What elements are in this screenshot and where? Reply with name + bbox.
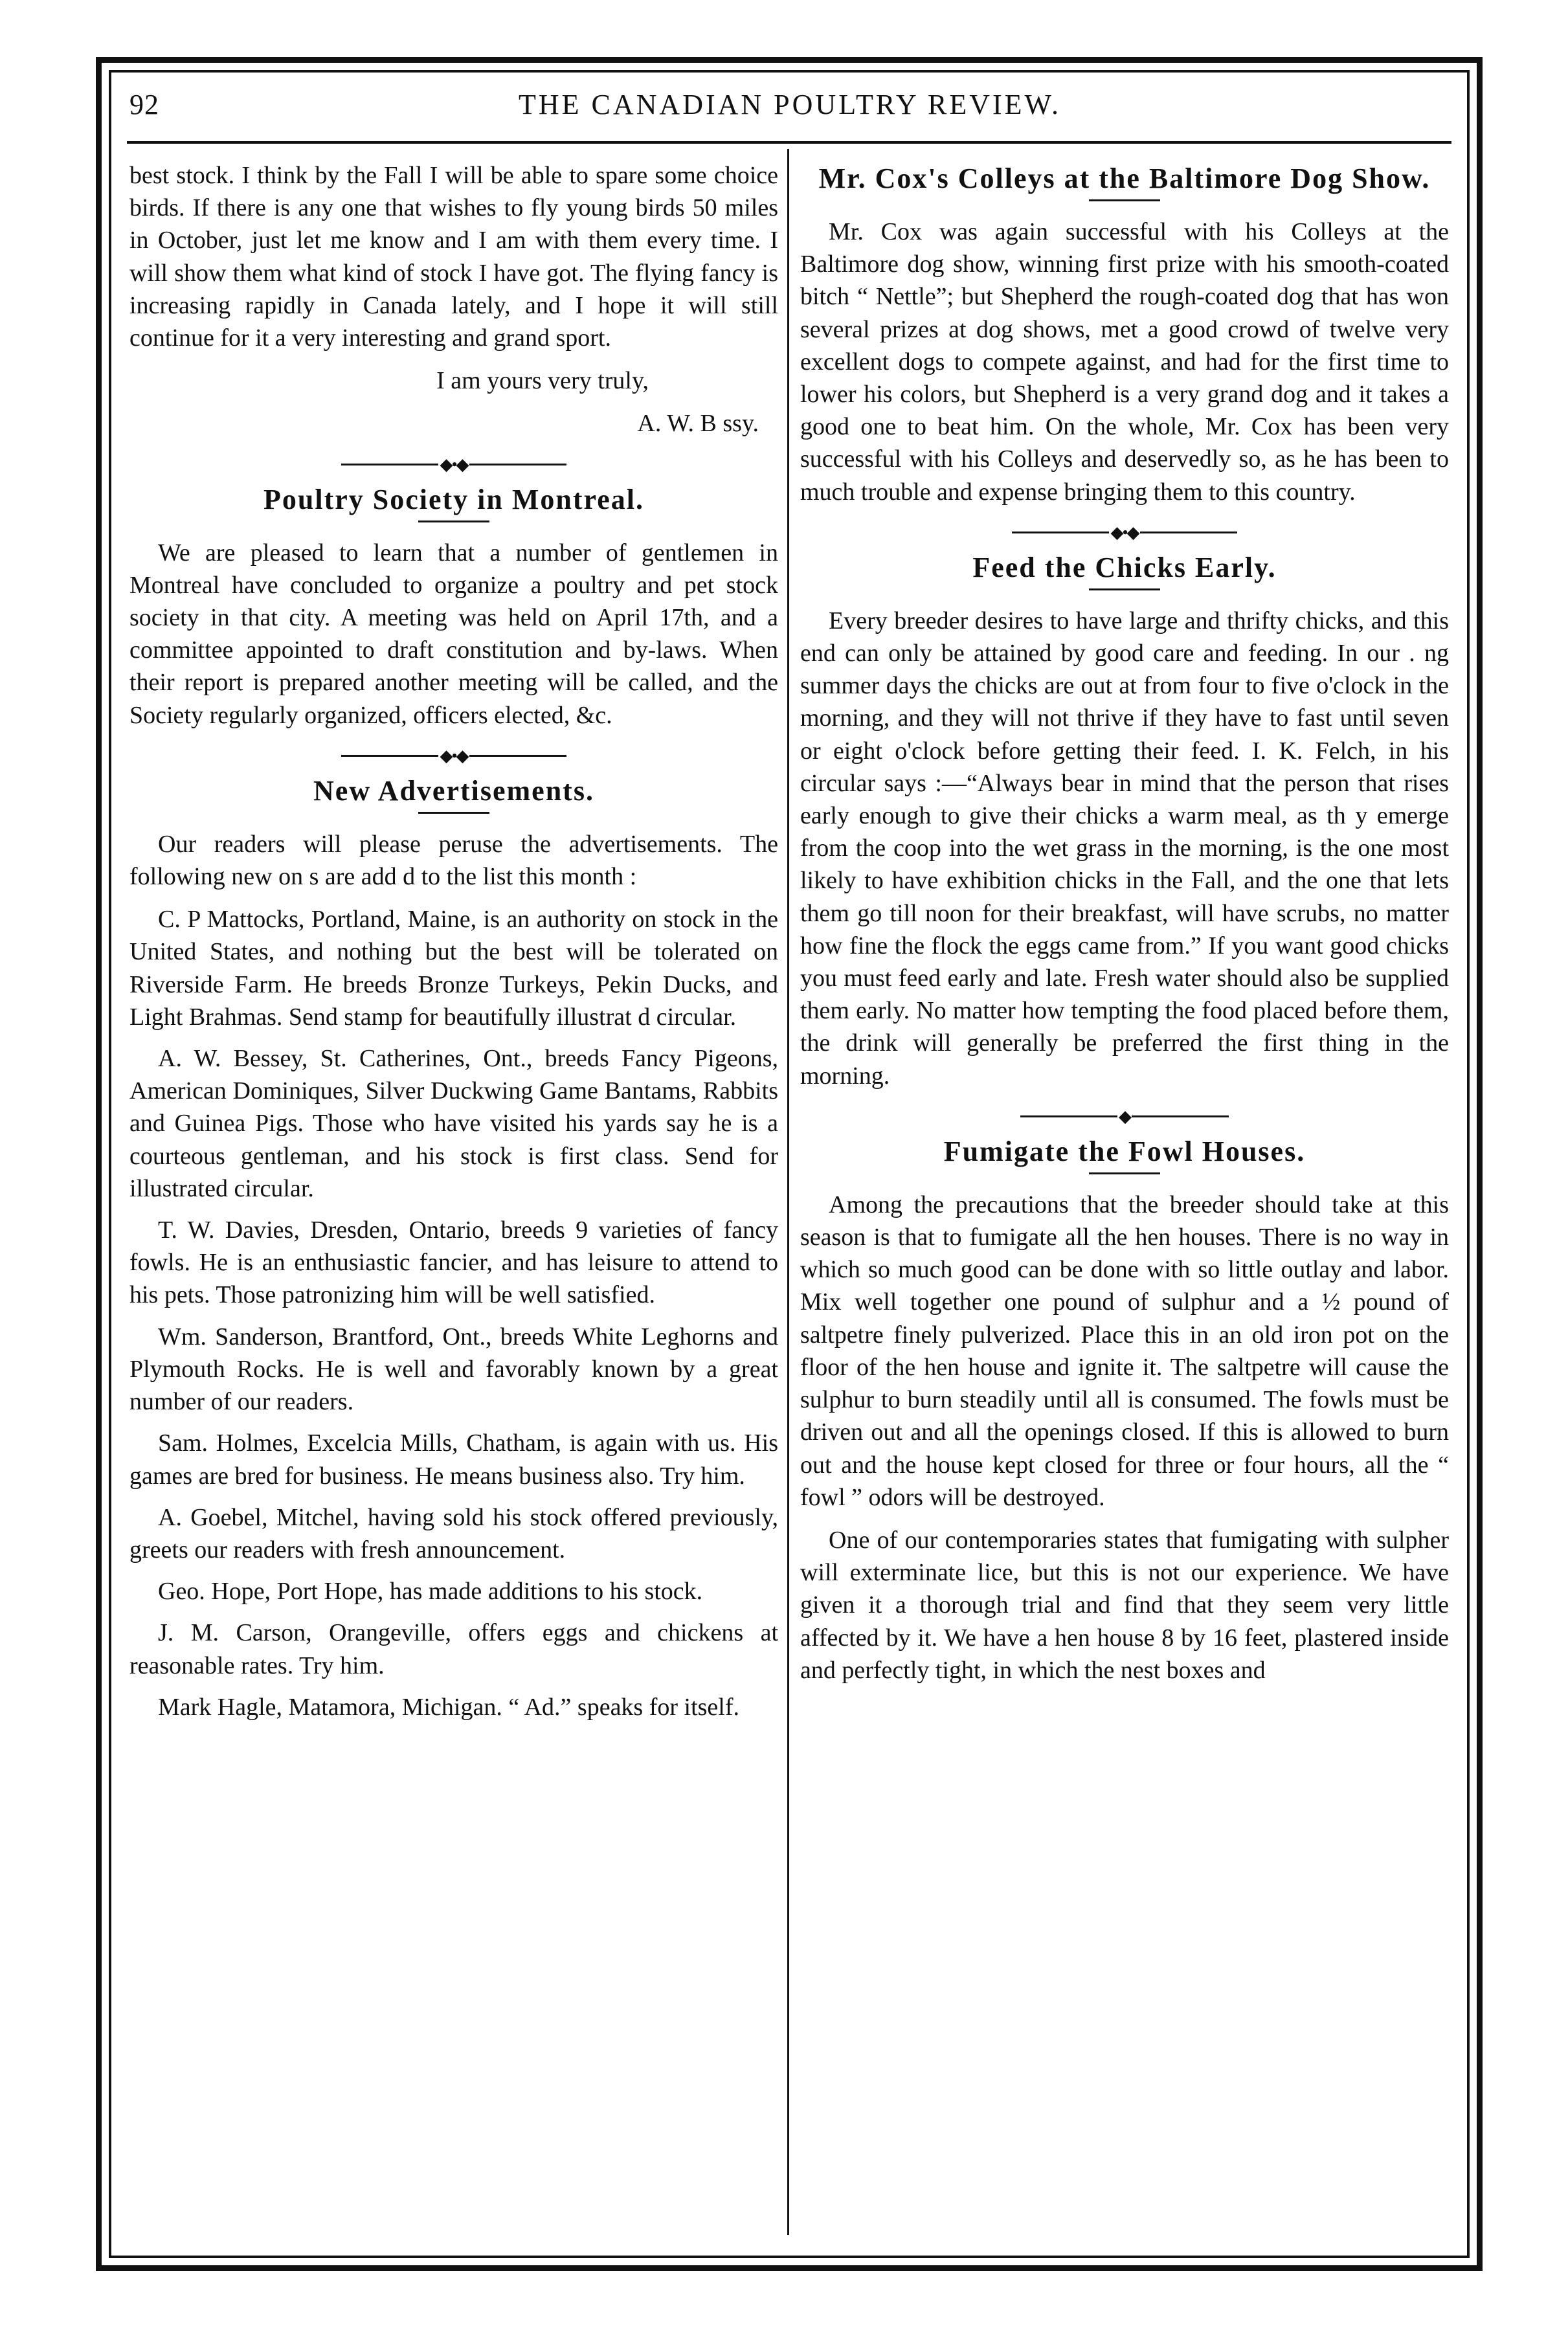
- heading-fumigate: Fumigate the Fowl Houses.: [943, 1135, 1306, 1167]
- heading-rule: [418, 812, 489, 814]
- letter-closing: I am yours very truly,: [436, 367, 649, 395]
- header-rule: [127, 141, 1451, 144]
- heading-rule: [1089, 588, 1160, 590]
- section-ornament: ◆•◆: [129, 742, 778, 770]
- advertisement-entry: C. P Mattocks, Portland, Maine, is an authority on stock in the United States, and nothing but the best will be tolerated on Riverside Farm. He breeds Bronze Turkeys, Pekin Ducks, and Light Brahmas. Send stamp for beautifully illustrat d circular.: [129, 906, 778, 1031]
- fumigate-article-continued: One of our contemporaries states that fumigating with sulpher will exterminate lice, but this is not our experience. We have given it a thorough trial and find that they seem very little affected by it. We have a hen house 8 by 16 feet, plastered inside and perfectly tight, in which the nest boxes and: [800, 1526, 1449, 1684]
- letter-signature: A. W. B ssy.: [637, 410, 759, 438]
- heading-feed-chicks: Feed the Chicks Early.: [972, 551, 1277, 583]
- heading-new-advertisements: New Advertisements.: [313, 774, 594, 807]
- right-column: [800, 159, 1449, 2231]
- advertisement-entry: A. W. Bessey, St. Catherines, Ont., breeds Fancy Pigeons, American Dominiques, Silver Duckwing Game Bantams, Rabbits and Guinea Pigs. Those who have visited his yards say he is a courteous gentleman, and his stock is first class. Send for illustrated circular.: [129, 1045, 778, 1202]
- running-title: THE CANADIAN POULTRY REVIEW.: [519, 89, 1061, 120]
- column-divider: [787, 149, 789, 2235]
- left-column: [129, 159, 778, 2231]
- heading-poultry-society: Poultry Society in Montreal.: [263, 483, 644, 515]
- letter-continuation: best stock. I think by the Fall I will be able to spare some choice birds. If there is any one that wishes to fly young birds 50 miles in October, just let me know and I am with them every time. I will show them what kind of stock I have got. The flying fancy is increasing rapidly in Canada lately, and I hope it will still continue for it a very interesting and grand sport.: [129, 162, 778, 352]
- section-ornament: ◆•◆: [800, 519, 1449, 547]
- advertisement-entry: J. M. Carson, Orangeville, offers eggs and chickens at reasonable rates. Try him.: [129, 1619, 778, 1679]
- advertisement-entry: Wm. Sanderson, Brantford, Ont., breeds White Leghorns and Plymouth Rocks. He is well and favorably known by a great number of our readers.: [129, 1323, 778, 1416]
- heading-rule: [418, 521, 489, 522]
- advertisement-entry: Mark Hagle, Matamora, Michigan. “ Ad.” speaks for itself.: [158, 1693, 740, 1721]
- colleys-article-body: Mr. Cox was again successful with his Colleys at the Baltimore dog show, winning first prize with his smooth-coated bitch “ Nettle”; but Shepherd the rough-coated dog that has won several prizes at dog shows, met a good crowd of twelve very excellent dogs to compete against, and had for the first time to lower his colors, but Shepherd is a very grand dog and it takes a good one to beat him. On the whole, Mr. Cox has been very successful with his Colleys and deservedly so, as he has been to much trouble and expense bringing them to this country.: [800, 218, 1449, 506]
- heading-rule: [1089, 199, 1160, 201]
- advertisement-entry: Geo. Hope, Port Hope, has made additions to his stock.: [158, 1578, 703, 1606]
- page-number: 92: [129, 89, 159, 120]
- heading-colleys: Mr. Cox's Colleys at the Baltimore Dog Show.: [818, 162, 1431, 194]
- page-header: [129, 88, 1450, 135]
- advertisements-intro: Our readers will please peruse the advertisements. The following new on s are add d to the list this month :: [129, 830, 778, 891]
- heading-rule: [1089, 1172, 1160, 1174]
- section-ornament: ◆: [800, 1103, 1449, 1131]
- chicks-article-body: Every breeder desires to have large and thrifty chicks, and this end can only be attained by good care and feeding. In our . ng summer days the chicks are out at from four to five o'clock in the morning, and they will not thrive if they have to fast until seven or eight o'clock before getting their feed. I. K. Felch, in his circular says :—“Always bear in mind that the person that rises early enough to give their chicks a warm meal, as th y emerge from the coop into the wet grass in the morning, is the one most likely to have exhibition chicks in the Fall, and the one that lets them go till noon for their breakfast, will have scrubs, no matter how fine the flock the eggs came from.” If you want good chicks you must feed early and late. Fresh water should also be supplied them early. No matter how tempting the food placed before them, the drink will generally be preferred the first thing in the morning.: [800, 607, 1449, 1090]
- fumigate-article-body: Among the precautions that the breeder should take at this season is that to fumigate all the hen houses. There is no way in which so much good can be done with so little outlay and labor. Mix well together one pound of sulphur and a ½ pound of saltpetre finely pulverized. Place this in an old iron pot on the floor of the hen house and ignite it. The saltpetre will cause the sulphur to burn steadily until all is consumed. The fowls must be driven out and all the openings closed. If this is allowed to burn out and the house kept closed for three or four hours, all the “ fowl ” odors will be destroyed.: [800, 1191, 1449, 1511]
- advertisement-entry: T. W. Davies, Dresden, Ontario, breeds 9 varieties of fancy fowls. He is an enthusiastic fancier, and has leisure to attend to his pets. Those patronizing him will be well satisfied.: [129, 1216, 778, 1309]
- section-ornament: ◆•◆: [129, 451, 778, 479]
- montreal-article-body: We are pleased to learn that a number of gentlemen in Montreal have concluded to organize a poultry and pet stock society in that city. A meeting was held on April 17th, and a committee appointed to draft constitution and by-laws. When their report is prepared another meeting will be called, and the Society regularly organized, officers elected, &c.: [129, 539, 778, 729]
- advertisement-entry: A. Goebel, Mitchel, having sold his stock offered previously, greets our readers with fresh announcement.: [129, 1503, 778, 1563]
- advertisement-entry: Sam. Holmes, Excelcia Mills, Chatham, is again with us. His games are bred for business. He means business also. Try him.: [129, 1429, 778, 1490]
